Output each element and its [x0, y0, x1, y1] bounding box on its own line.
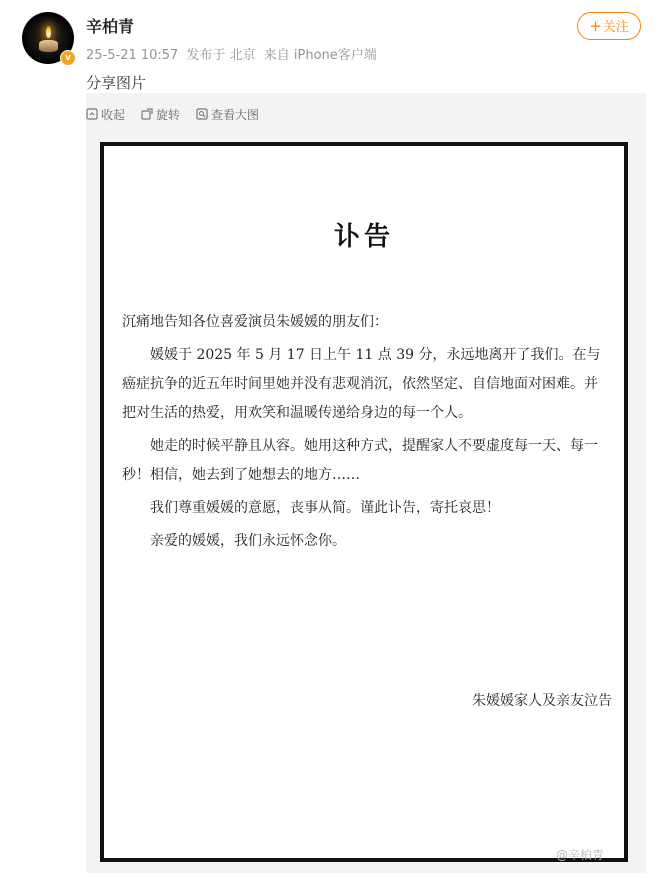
username[interactable]: 辛柏青 [86, 17, 135, 36]
view-large-button[interactable] [196, 106, 259, 123]
collapse-icon [86, 108, 98, 120]
rotate-label: 旋转 [156, 107, 181, 122]
obituary-paragraph: 我们尊重媛媛的意愿，丧事从简。谨此讣告，寄托哀思！ [150, 500, 500, 516]
collapse-label: 收起 [101, 107, 126, 122]
post-text: 分享图片 [86, 74, 147, 92]
obituary-title: 讣告 [333, 222, 394, 252]
post-timestamp[interactable]: 25-5-21 10:57 [86, 48, 179, 63]
plus-icon: + [589, 17, 602, 35]
post-meta [86, 44, 381, 63]
obituary-image[interactable] [100, 142, 628, 862]
post-client: 来自 iPhone客户端 [263, 48, 377, 63]
avatar[interactable] [22, 12, 74, 64]
obituary-signature: 朱媛媛家人及亲友泣告 [472, 693, 612, 709]
candle-icon [39, 40, 58, 52]
media-toolbar [86, 104, 275, 124]
follow-label: 关注 [602, 20, 629, 35]
obituary-paragraph: 她走的时候平静且从容。她用这种方式，提醒家人不要虚度每一天、每一秒！相信，她去到了她想去的地方…… [122, 438, 598, 483]
obituary-paragraph: 亲爱的媛媛，我们永远怀念你。 [150, 533, 346, 549]
collapse-button[interactable] [86, 106, 125, 123]
obituary-paragraph: 媛媛于 2025 年 5 月 17 日上午 11 点 39 分，永远地离开了我们。在与癌症抗争的近五年时间里她并没有悲观消沉，依然坚定、自信地面对困难。并把对生活的热爱，用欢笑和温暖传递给身边的每一个人。 [122, 347, 601, 421]
candle-flame-icon [46, 26, 51, 38]
image-watermark: @辛柏青 [556, 848, 605, 862]
follow-button[interactable] [577, 12, 641, 40]
verified-badge-icon: v [60, 50, 76, 66]
rotate-button[interactable] [141, 106, 180, 123]
view-large-icon [196, 108, 208, 120]
obituary-salutation: 沉痛地告知各位喜爱演员朱媛媛的朋友们： [122, 314, 388, 330]
post-location: 发布于 北京 [186, 48, 256, 63]
rotate-icon [141, 108, 153, 120]
obituary-body [122, 308, 606, 560]
view-large-label: 查看大图 [211, 107, 260, 122]
